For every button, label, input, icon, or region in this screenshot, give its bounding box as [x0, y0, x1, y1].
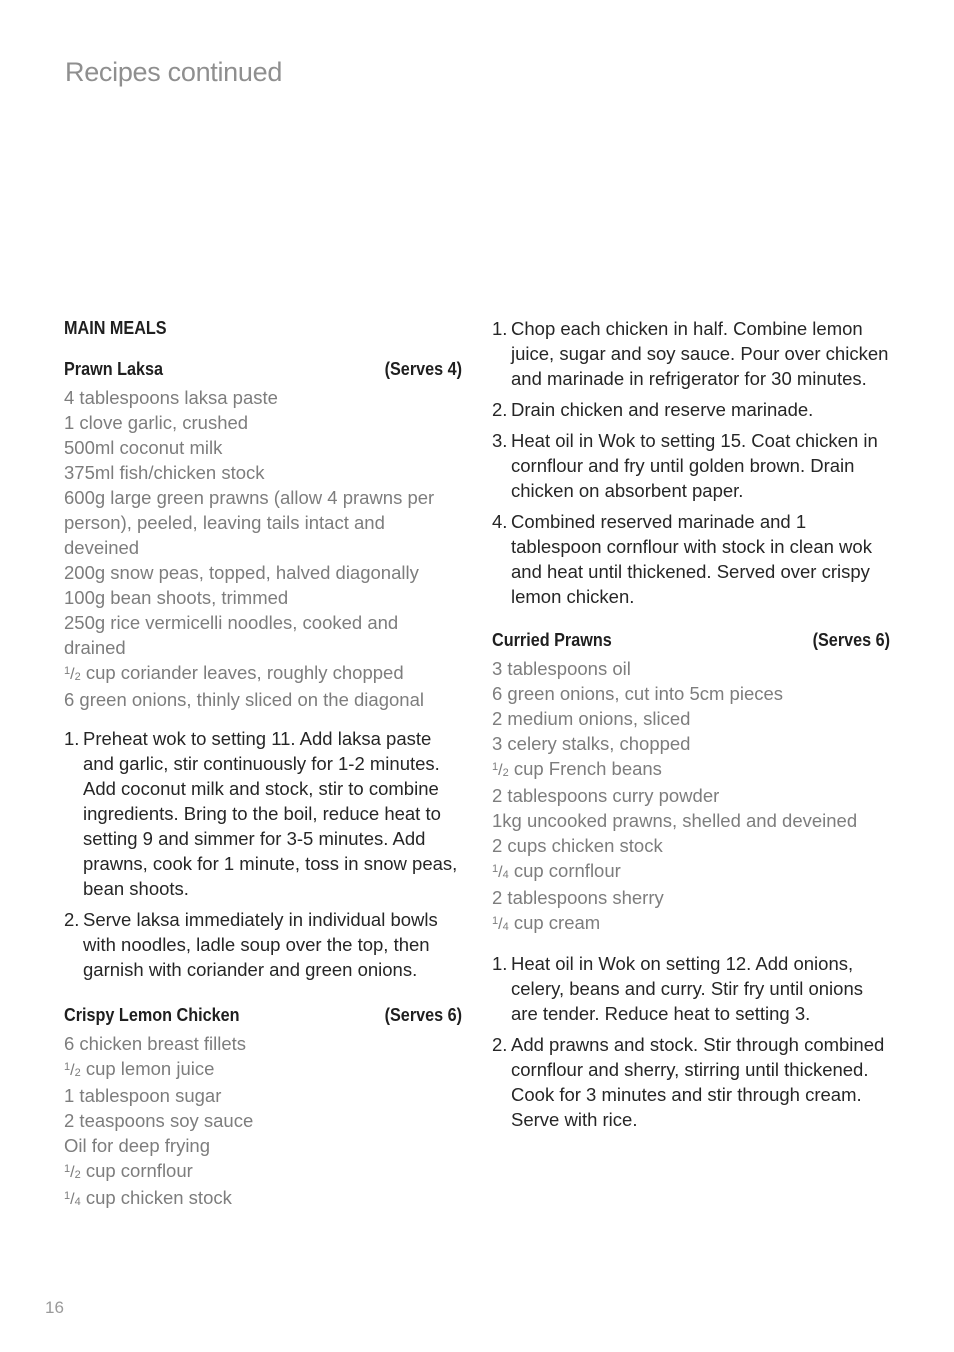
ingredient-item: [492, 910, 890, 937]
recipe-serves: (Serves 6): [812, 630, 890, 650]
right-column: [492, 316, 890, 1138]
fraction-slash: /: [70, 666, 75, 683]
ingredient-item: 4 tablespoons laksa paste: [64, 387, 278, 408]
ingredient-item: Oil for deep frying: [64, 1135, 211, 1156]
ingredient-item: 2 cups chicken stock: [492, 835, 663, 856]
ingredient-item: 100g bean shoots, trimmed: [64, 587, 289, 608]
ingredient-item: 500ml coconut milk: [64, 437, 223, 458]
fraction-numerator: 1: [64, 1061, 71, 1073]
left-column: [64, 316, 462, 1212]
step-number: 2.: [64, 909, 80, 930]
step-number: 1.: [64, 728, 80, 749]
step-text: Add prawns and stock. Stir through combined cornflour and sherry, stirring until thickened. Cook for 3 minutes and stir through cream. Serve with rice.: [511, 1034, 885, 1130]
ingredient-text: cup coriander leaves, roughly chopped: [80, 662, 404, 683]
fraction-denominator: 4: [74, 1196, 81, 1208]
step-text: Combined reserved marinade and 1 tablespoon cornflour with stock in clean wok and heat until thickened. Served over crispy lemon chicken.: [511, 511, 872, 607]
step-text: Heat oil in Wok on setting 12. Add onions, celery, beans and curry. Stir fry until onions are tender. Reduce heat to setting 3.: [511, 953, 863, 1024]
ingredient-item: 6 green onions, thinly sliced on the diagonal: [64, 689, 424, 710]
step-number: 4.: [492, 511, 508, 532]
fraction-denominator: 2: [74, 1169, 81, 1181]
ingredient-item: [64, 1185, 462, 1212]
fraction-slash: /: [498, 762, 503, 779]
ingredient-item: [64, 660, 462, 687]
method-list: [492, 951, 890, 1132]
ingredient-item: 1 tablespoon sugar: [64, 1085, 222, 1106]
method-step: [492, 316, 890, 391]
ingredient-item: 200g snow peas, topped, halved diagonally: [64, 562, 419, 583]
ingredient-item: 2 tablespoons curry powder: [492, 785, 720, 806]
method-list: [492, 316, 890, 609]
ingredient-item: 6 chicken breast fillets: [64, 1033, 247, 1054]
step-number: 1.: [492, 953, 508, 974]
ingredient-item: 1 clove garlic, crushed: [64, 412, 249, 433]
fraction-numerator: 1: [64, 1163, 71, 1175]
ingredient-list: [64, 385, 462, 712]
method-step: [492, 509, 890, 609]
recipe-heading: [64, 1003, 462, 1028]
method-step: [64, 726, 462, 901]
ingredient-item: 6 green onions, cut into 5cm pieces: [492, 683, 784, 704]
page-number: 16: [45, 1298, 64, 1317]
ingredient-item: 600g large green prawns (allow 4 prawns per person), peeled, leaving tails intact and deveined: [64, 487, 435, 558]
ingredient-item: 1kg uncooked prawns, shelled and deveined: [492, 810, 858, 831]
recipe-serves: (Serves 6): [384, 1005, 462, 1025]
step-text: Heat oil in Wok to setting 15. Coat chicken in cornflour and fry until golden brown. Drain chicken on absorbent paper.: [511, 430, 878, 501]
ingredient-item: 2 teaspoons soy sauce: [64, 1110, 254, 1131]
fraction-slash: /: [70, 1191, 75, 1208]
ingredient-item: [492, 756, 890, 783]
method-step: [492, 428, 890, 503]
ingredient-item: [64, 1158, 462, 1185]
method-step: [492, 397, 890, 422]
ingredient-item: 2 tablespoons sherry: [492, 887, 664, 908]
page-header: Recipes continued: [65, 57, 283, 87]
ingredient-text: cup cream: [508, 912, 601, 933]
method-step: [492, 951, 890, 1026]
ingredient-item: 250g rice vermicelli noodles, cooked and drained: [64, 612, 399, 658]
fraction-slash: /: [498, 916, 503, 933]
step-number: 3.: [492, 430, 508, 451]
method-list: [64, 726, 462, 982]
fraction-denominator: 4: [502, 921, 509, 933]
fraction-numerator: 1: [64, 665, 71, 677]
fraction-denominator: 4: [502, 869, 509, 881]
step-number: 1.: [492, 318, 508, 339]
method-step: [492, 1032, 890, 1132]
fraction-numerator: 1: [492, 915, 499, 927]
ingredient-item: [492, 858, 890, 885]
fraction-denominator: 2: [502, 767, 509, 779]
fraction-slash: /: [70, 1164, 75, 1181]
step-text: Chop each chicken in half. Combine lemon juice, sugar and soy sauce. Pour over chicken and marinade in refrigerator for 30 minutes.: [511, 318, 889, 389]
ingredient-item: 2 medium onions, sliced: [492, 708, 691, 729]
fraction-numerator: 1: [64, 1190, 71, 1202]
recipe-serves: (Serves 4): [384, 359, 462, 379]
ingredient-text: cup lemon juice: [80, 1058, 215, 1079]
ingredient-text: cup cornflour: [80, 1160, 193, 1181]
step-number: 2.: [492, 1034, 508, 1055]
fraction-slash: /: [70, 1062, 75, 1079]
ingredient-text: cup cornflour: [508, 860, 621, 881]
step-text: Drain chicken and reserve marinade.: [511, 399, 814, 420]
ingredient-text: cup French beans: [508, 758, 662, 779]
ingredient-item: 3 celery stalks, chopped: [492, 733, 691, 754]
fraction-slash: /: [498, 864, 503, 881]
ingredient-item: 3 tablespoons oil: [492, 658, 631, 679]
ingredient-item: [64, 1056, 462, 1083]
recipe-heading: [492, 628, 890, 653]
ingredient-list: [492, 656, 890, 937]
ingredient-item: 375ml fish/chicken stock: [64, 462, 265, 483]
ingredient-text: cup chicken stock: [80, 1187, 232, 1208]
method-step: [64, 907, 462, 982]
fraction-numerator: 1: [492, 761, 499, 773]
recipe-name: Prawn Laksa: [64, 359, 164, 379]
fraction-numerator: 1: [492, 863, 499, 875]
recipe-heading: [64, 357, 462, 382]
recipe-name: Curried Prawns: [492, 630, 612, 650]
step-number: 2.: [492, 399, 508, 420]
recipe-name: Crispy Lemon Chicken: [64, 1005, 240, 1025]
step-text: Preheat wok to setting 11. Add laksa paste and garlic, stir continuously for 1-2 minutes. Add coconut milk and stock, stir to combine ingredients. Bring to the boil, reduce heat to setting 9 and simmer for 3-5 minutes. Add prawns, cook for 1 minute, toss in snow peas, bean shoots.: [83, 728, 458, 899]
fraction-denominator: 2: [74, 671, 81, 683]
ingredient-list: [64, 1031, 462, 1212]
section-title: MAIN MEALS: [64, 318, 167, 338]
step-text: Serve laksa immediately in individual bowls with noodles, ladle soup over the top, then garnish with coriander and green onions.: [83, 909, 438, 980]
fraction-denominator: 2: [74, 1067, 81, 1079]
